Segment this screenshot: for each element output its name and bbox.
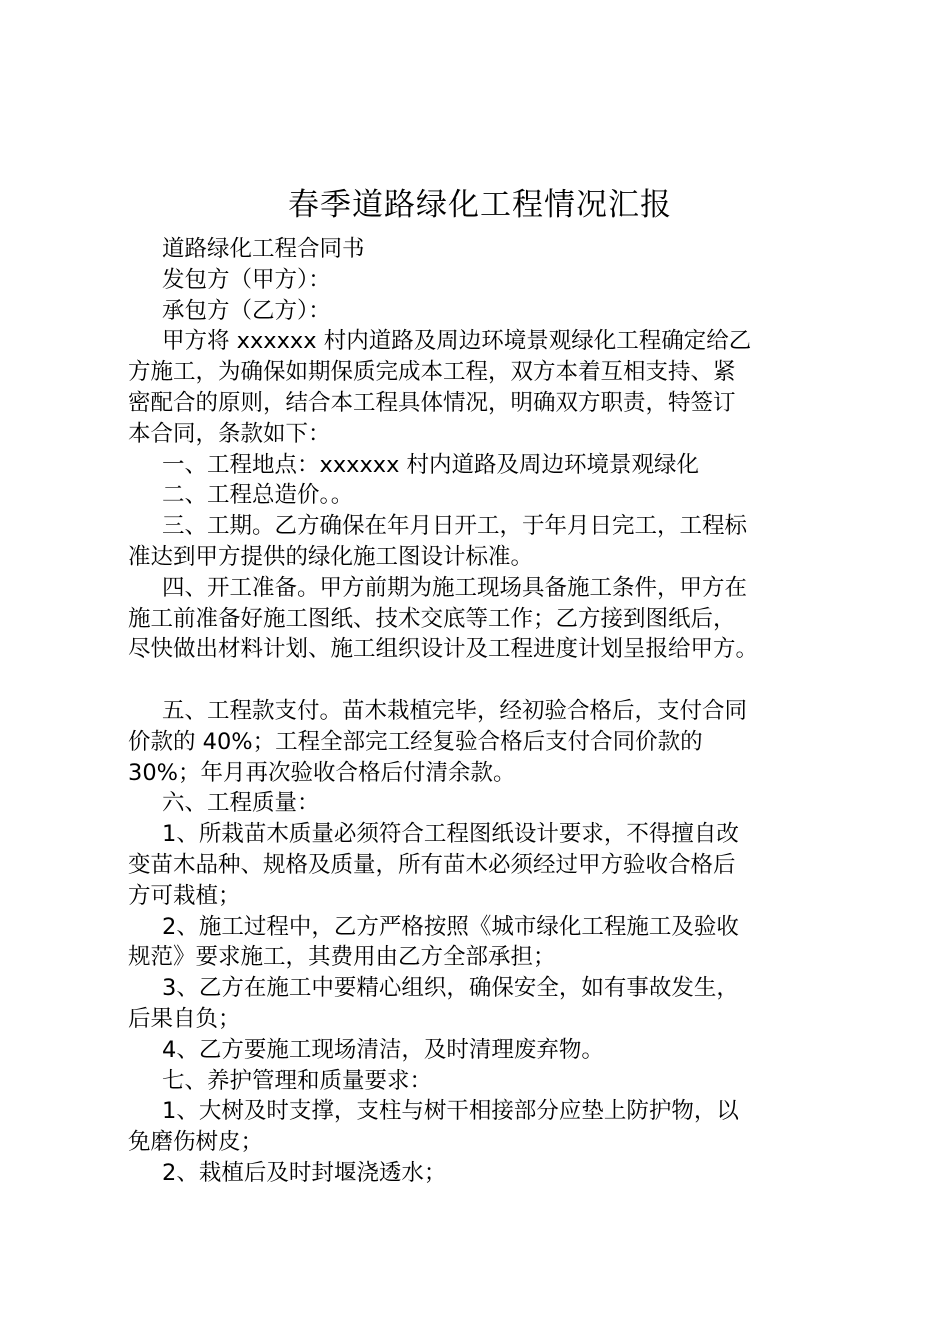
document-body: [128, 234, 838, 1189]
paragraph-line: 1、大树及时支撑，支柱与树干相接部分应垫上防护物，以: [162, 1098, 739, 1125]
paragraph-line: 施工前准备好施工图纸、技术交底等工作；乙方接到图纸后，: [128, 605, 736, 632]
paragraph-line: 1、所栽苗木质量必须符合工程图纸设计要求，不得擅自改: [162, 821, 739, 848]
paragraph-line: 准达到甲方提供的绿化施工图设计标准。: [128, 543, 534, 570]
paragraph-line: 变苗木品种、规格及质量，所有苗木必须经过甲方验收合格后: [128, 851, 736, 878]
paragraph-line: 3、乙方在施工中要精心组织，确保安全，如有事故发生，: [162, 975, 739, 1002]
paragraph-line: 承包方（乙方）：: [162, 297, 331, 324]
paragraph-line: 道路绿化工程合同书: [162, 236, 365, 262]
paragraph-line: 二、工程总造价。。: [162, 482, 354, 509]
paragraph-line: 三、工期。乙方确保在年月日开工，于年月日完工，工程标: [162, 513, 748, 540]
paragraph-line: 一、工程地点：xxxxxx 村内道路及周边环境景观绿化: [162, 451, 700, 478]
paragraph-line: 免磨伤树皮；: [128, 1129, 264, 1156]
paragraph-line: 四、开工准备。甲方前期为施工现场具备施工条件，甲方在: [162, 574, 748, 601]
paragraph-line: 2、施工过程中，乙方严格按照《城市绿化工程施工及验收: [162, 913, 739, 940]
document-title: 春季道路绿化工程情况汇报: [288, 187, 672, 223]
paragraph-line: 本合同，条款如下：: [128, 420, 331, 447]
paragraph-line: 发包方（甲方）：: [162, 266, 331, 293]
paragraph-line: 甲方将 xxxxxx 村内道路及周边环境景观绿化工程确定给乙: [162, 328, 752, 355]
paragraph-line: 六、工程质量：: [162, 790, 320, 817]
paragraph-line: 30%；年月再次验收合格后付清余款。: [128, 759, 516, 786]
paragraph-line: 五、工程款支付。苗木栽植完毕，经初验合格后，支付合同: [162, 697, 748, 724]
paragraph-line: 七、养护管理和质量要求：: [162, 1067, 433, 1094]
paragraph-line: 价款的 40%；工程全部完工经复验合格后支付合同价款的: [128, 728, 703, 755]
paragraph-line: 4、乙方要施工现场清洁，及时清理废弃物。: [162, 1036, 604, 1063]
paragraph-line: 方施工，为确保如期保质完成本工程，双方本着互相支持、紧: [128, 359, 736, 386]
paragraph-line: 后果自负；: [128, 1005, 241, 1032]
paragraph-line: 2、栽植后及时封堰浇透水；: [162, 1159, 447, 1186]
paragraph-line: 密配合的原则，结合本工程具体情况，明确双方职责，特签订: [128, 389, 736, 416]
blank-line: [128, 665, 838, 696]
paragraph-line: 尽快做出材料计划、施工组织设计及工程进度计划呈报给甲方。: [128, 636, 759, 663]
paragraph-line: 规范》要求施工，其费用由乙方全部承担；: [128, 944, 556, 971]
paragraph-line: 方可栽植；: [128, 882, 241, 909]
